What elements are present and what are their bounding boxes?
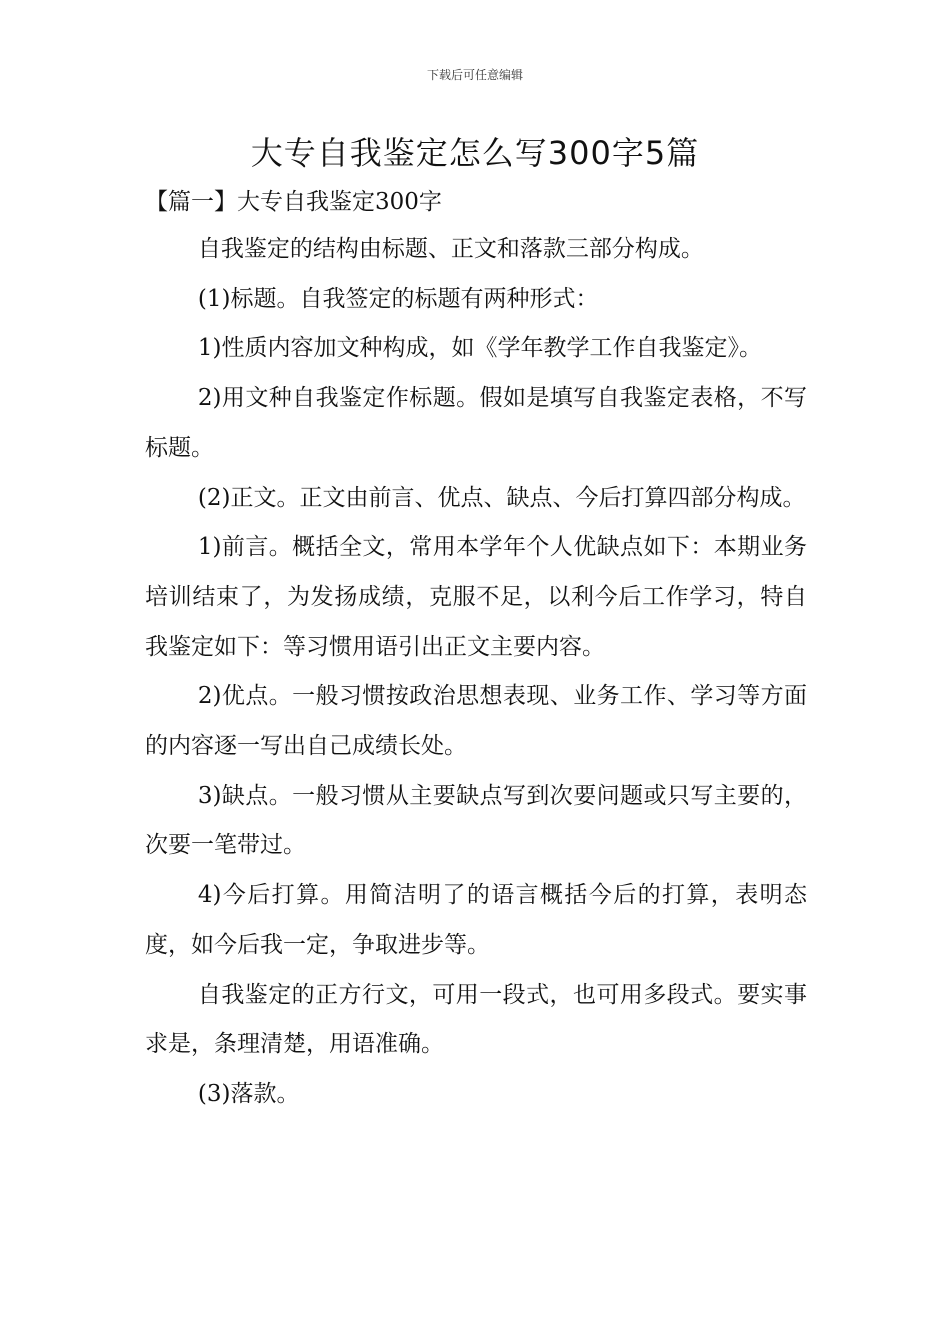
section-heading: 【篇一】大专自我鉴定300字 bbox=[145, 189, 442, 215]
paragraph: 1)前言。概括全文，常用本学年个人优缺点如下：本期业务培训结束了，为发扬成绩，克服不足，以利今后工作学习，特自我鉴定如下：等习惯用语引出正文主要内容。 bbox=[145, 534, 807, 660]
document-title: 大专自我鉴定怎么写300字5篇 bbox=[250, 134, 700, 172]
header-note: 下载后可任意编辑 bbox=[426, 68, 523, 82]
paragraph: 3)缺点。一般习惯从主要缺点写到次要问题或只写主要的，次要一笔带过。 bbox=[145, 782, 807, 859]
paragraph: 2)用文种自我鉴定作标题。假如是填写自我鉴定表格，不写标题。 bbox=[145, 385, 807, 461]
paragraph: 自我鉴定的结构由标题、正文和落款三部分构成。 bbox=[197, 236, 704, 262]
paragraph: 4)今后打算。用简洁明了的语言概括今后的打算，表明态度，如今后我一定，争取进步等。 bbox=[145, 882, 807, 958]
paragraph: 2)优点。一般习惯按政治思想表现、业务工作、学习等方面的内容逐一写出自己成绩长处。 bbox=[145, 683, 807, 760]
document-body bbox=[145, 225, 807, 1120]
paragraph: 自我鉴定的正方行文，可用一段式，也可用多段式。要实事求是，条理清楚，用语准确。 bbox=[145, 981, 807, 1058]
paragraph: (2)正文。正文由前言、优点、缺点、今后打算四部分构成。 bbox=[197, 484, 806, 511]
paragraph: (1)标题。自我签定的标题有两种形式： bbox=[197, 285, 599, 312]
paragraph: 1)性质内容加文种构成，如《学年教学工作自我鉴定》。 bbox=[197, 335, 762, 362]
paragraph: (3)落款。 bbox=[197, 1080, 300, 1107]
